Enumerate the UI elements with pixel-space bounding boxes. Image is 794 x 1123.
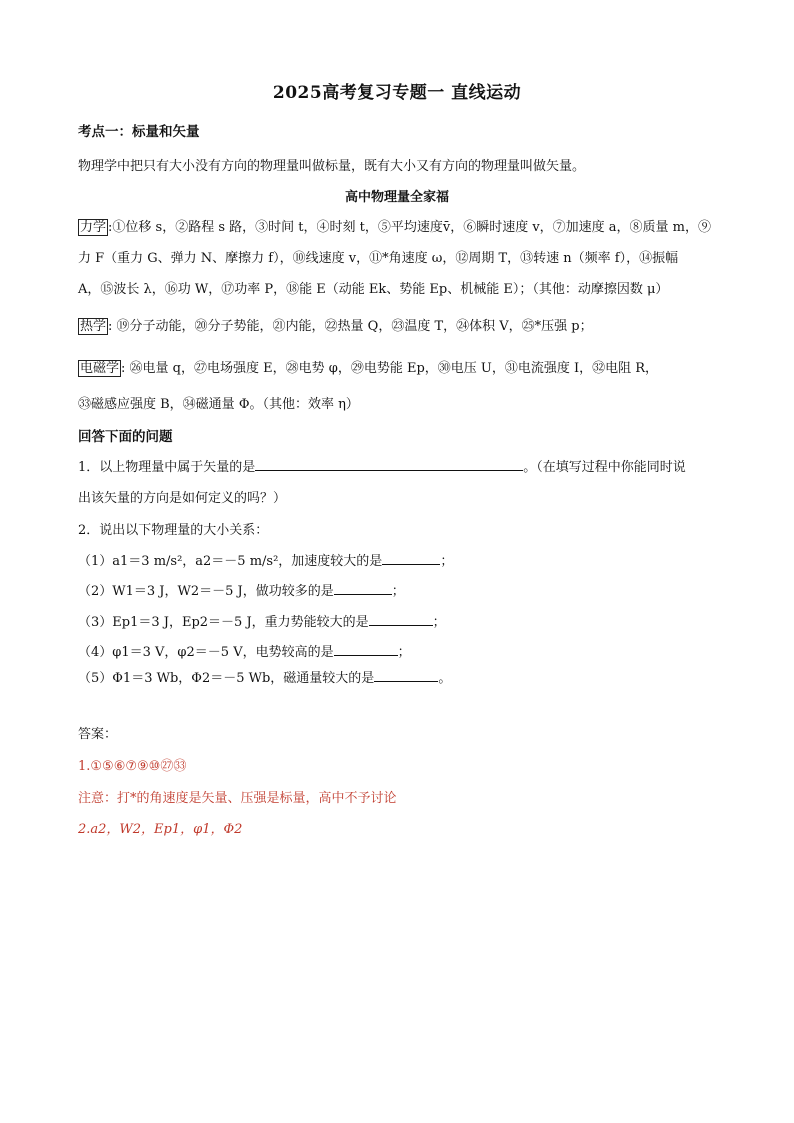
item-text: （2）W1＝3 J，W2＝－5 J，做功较多的是	[78, 584, 334, 599]
family-title: 高中物理量全家福	[344, 190, 449, 205]
item-end: ；	[397, 645, 411, 660]
intro-paragraph: 物理学中把只有大小没有方向的物理量叫做标量，既有大小又有方向的物理量叫做矢量。	[78, 159, 586, 174]
mechanics-label: 力学	[80, 220, 107, 235]
item-text: （4）φ1＝3 V，φ2＝－5 V，电势较高的是	[78, 645, 334, 660]
answer-label: 答案：	[78, 727, 118, 742]
thermo-label: 热学	[80, 319, 107, 334]
question-1-prefix: 1．以上物理量中属于矢量的是	[78, 460, 256, 475]
question-1-suffix: 。（在填写过程中你能同时说	[523, 460, 686, 475]
mechanics-line-3: A，⑮波长 λ，⑯功 W，⑰功率 P，⑱能 E（动能 Ek、势能 Ep、机械能 E）；（其他：动摩擦因数 μ）	[78, 282, 669, 297]
question-2-item-3	[78, 611, 446, 630]
mechanics-text-1: :①位移 s，②路程 s 路，③时间 t，④时刻 t，⑤平均速度v̄，⑥瞬时速度 v，⑦加速度 a，⑧质量 m，⑨	[108, 220, 712, 235]
answer-blank[interactable]	[334, 582, 392, 595]
em-line-2: ㉝磁感应强度 B，㉞磁通量 Φ。（其他：效率 η）	[78, 397, 359, 412]
em-line-1	[78, 357, 658, 376]
mechanics-line-2: 力 F（重力 G、弹力 N、摩擦力 f），⑩线速度 v，⑪*角速度 ω，⑫周期 T，⑬转速 n（频率 f），⑭振幅	[78, 251, 679, 266]
answer-1: 1.①⑤⑥⑦⑨⑩㉗㉝	[78, 759, 187, 774]
item-end: ；	[391, 584, 405, 599]
item-end: 。	[438, 671, 452, 686]
question-2-item-2	[78, 580, 405, 599]
thermo-line	[78, 315, 593, 334]
question-1-line-2: 出该矢量的方向是如何定义的吗？）	[78, 491, 287, 506]
item-text: （1）a1＝3 m/s²，a2＝－5 m/s²，加速度较大的是	[78, 554, 383, 569]
questions-heading: 回答下面的问题	[78, 429, 173, 445]
item-end: ；	[432, 615, 446, 630]
em-label: 电磁学	[80, 361, 120, 376]
item-end: ；	[440, 554, 454, 569]
answer-blank[interactable]	[369, 613, 433, 626]
answer-blank-1[interactable]	[255, 458, 523, 471]
em-text-1: : ㉖电量 q，㉗电场强度 E，㉘电势 φ，㉙电势能 Ep，㉚电压 U，㉛电流强度 I，㉜电阻 R，	[121, 361, 659, 376]
question-1-line-1	[78, 456, 686, 475]
page-title: 2025高考复习专题一 直线运动	[272, 83, 522, 103]
question-2-item-1	[78, 550, 453, 569]
mechanics-line-1	[78, 216, 711, 235]
thermo-text: : ⑲分子动能，⑳分子势能，㉑内能，㉒热量 Q，㉓温度 T，㉔体积 V，㉕*压强 p；	[108, 319, 593, 334]
answer-2: 2.a2，W2，Ep1，φ1，Φ2	[78, 822, 243, 837]
answer-blank[interactable]	[374, 669, 438, 682]
question-2-item-5	[78, 667, 451, 686]
section-heading: 考点一：标量和矢量	[78, 124, 200, 140]
item-text: （3）Ep1＝3 J，Ep2＝－5 J，重力势能较大的是	[78, 615, 369, 630]
question-2-item-4	[78, 641, 411, 660]
answer-blank[interactable]	[334, 643, 398, 656]
answer-blank[interactable]	[382, 552, 440, 565]
question-2-intro: 2．说出以下物理量的大小关系：	[78, 523, 269, 538]
answer-note: 注意：打*的角速度是矢量、压强是标量，高中不予讨论	[78, 791, 397, 806]
item-text: （5）Φ1＝3 Wb，Φ2＝－5 Wb，磁通量较大的是	[78, 671, 375, 686]
